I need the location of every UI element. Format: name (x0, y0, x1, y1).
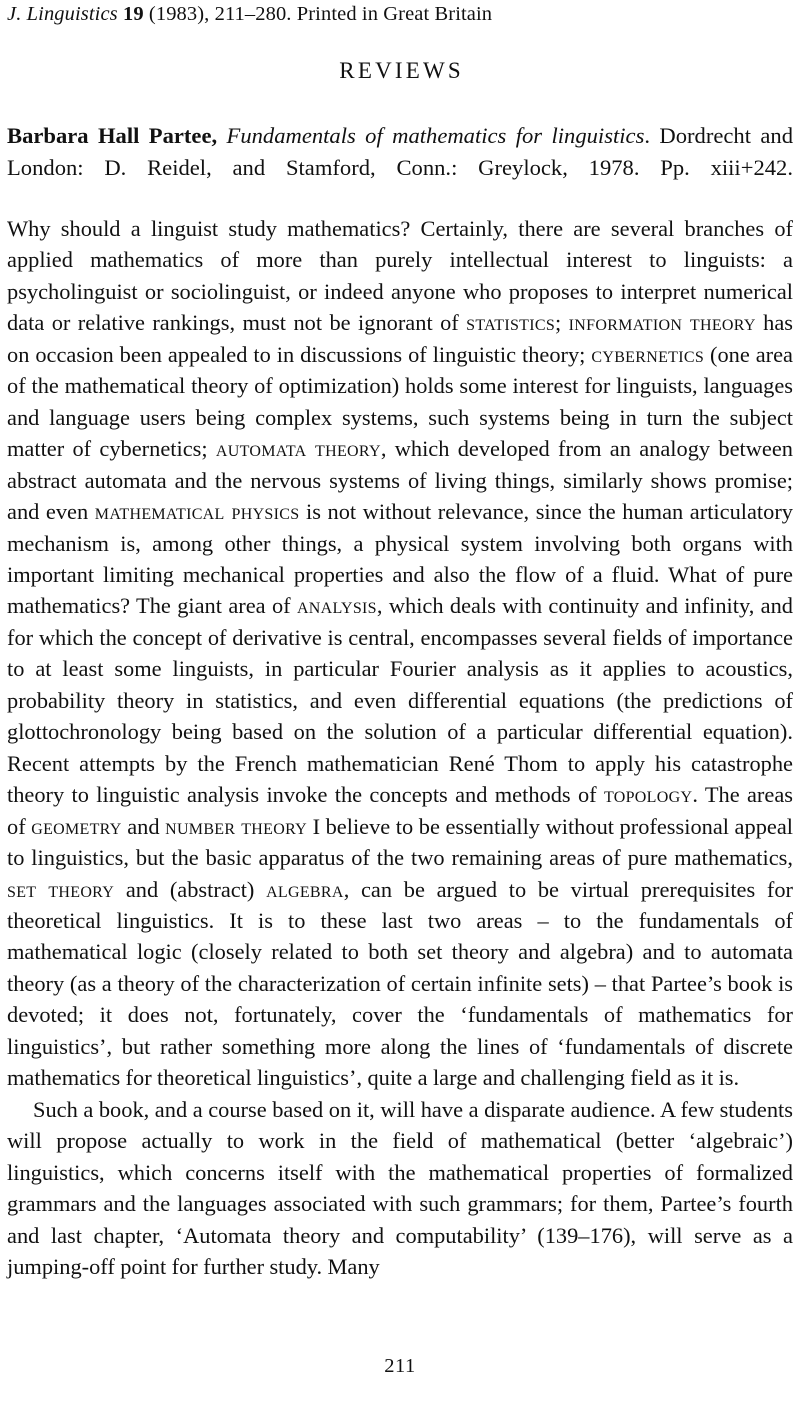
running-head-volume: 19 (122, 3, 144, 25)
term-statistics: statistics (466, 310, 556, 336)
p1-run-11: and (abstract) (114, 876, 267, 902)
p1-run-4: (one area of the mathematical theory of optimization) holds some interest for linguists, languages and language users being complex systems, such systems being in turn the subject matter of cybernetics; (7, 341, 793, 462)
citation-author: Barbara Hall Partee, (7, 123, 218, 148)
term-geometry: geometry (31, 813, 122, 839)
citation-book-title: Fundamentals of mathematics for linguistics (217, 123, 645, 148)
term-automata-theory: automata theory (215, 436, 381, 462)
page-title: REVIEWS (339, 58, 464, 83)
term-cybernetics: cybernetics (591, 341, 705, 367)
p1-run-7: , which deals with continuity and infinity, and for which the concept of derivative is central, encompasses several fields of importance to at least some linguists, in particular Fourier analysis as it applies to acoustics, probability theory in statistics, and even differential equations (the predictions of glottochronology being based on the solution of a particular differential equation). Recent attempts by the French mathematician René Thom to apply his catastrophe theory to linguistic analysis invoke the concepts and methods of (7, 593, 793, 808)
p1-run-5: , which developed from an analogy between abstract automata and the nervous systems of living things, similarly shows promise; and even (7, 436, 793, 525)
running-head-year-pages: (1983), 211–280. Printed in Great Britain (143, 3, 493, 25)
term-topology: topology (603, 782, 693, 808)
term-mathematical-physics: mathematical physics (94, 499, 300, 525)
p1-run-2: ; (555, 310, 569, 336)
p1-run-9: and (121, 813, 166, 839)
p1-run-12: , can be argued to be virtual prerequisites for theoretical linguistics. It is to these last two areas – to the fundamentals of mathematical logic (closely related to both set theory and algebra) and to automata theory (as a theory of the characterization of certain infinite sets) – that Partee’s book is devoted; it does not, fortunately, cover the ‘fundamentals of mathematics for linguistics’, but rather something more along the lines of ‘fundamentals of discrete mathematics for theoretical linguistics’, quite a large and challenging field as it is. (7, 876, 794, 1091)
paragraph-1 (7, 213, 793, 1094)
p1-run-1: Why should a linguist study mathematics? Certainly, there are several branches of applied mathematics of more than purely intellectual interest to linguists: a psycholinguist or sociolinguist, or indeed anyone who proposes to interpret numerical data or relative rankings, must not be ignorant of (7, 216, 793, 336)
term-number-theory: number theory (165, 813, 308, 839)
citation-imprint: . Dordrecht and London: D. Reidel, and Stamford, Conn.: Greylock, 1978. Pp. xiii+242. (7, 123, 793, 180)
page-number: 211 (384, 1355, 416, 1377)
p1-run-3: has on occasion been appealed to in discussions of linguistic theory; (7, 310, 794, 367)
term-analysis: analysis (296, 593, 377, 619)
running-head-journal-title: J. Linguistics (7, 3, 118, 25)
term-information-theory: information theory (568, 310, 756, 336)
term-set-theory: set theory (7, 876, 115, 902)
paragraph-2: Such a book, and a course based on it, will have a disparate audience. A few students will propose actually to work in the field of mathematical (better ‘algebraic’) linguistics, which concerns itself with the mathematical properties of formalized grammars and the languages associated with such grammars; for them, Partee’s fourth and last chapter, ‘Automata theory and computability’ (139–176), will serve as a jumping-off point for further study. Many (7, 1096, 793, 1279)
term-algebra: algebra (266, 876, 344, 902)
p1-run-10: I believe to be essentially without professional appeal to linguistics, but the basic apparatus of the two remaining areas of pure mathematics, (7, 813, 793, 871)
p1-run-6: is not without relevance, since the human articulatory mechanism is, among other things, a physical system involving both organs with important limiting mechanical properties and also the flow of a fluid. What of pure mathematics? The giant area of (7, 499, 793, 619)
review-body (7, 213, 793, 1282)
p1-run-8: . The areas of (7, 782, 793, 839)
running-head (7, 0, 793, 28)
book-citation (7, 120, 793, 184)
